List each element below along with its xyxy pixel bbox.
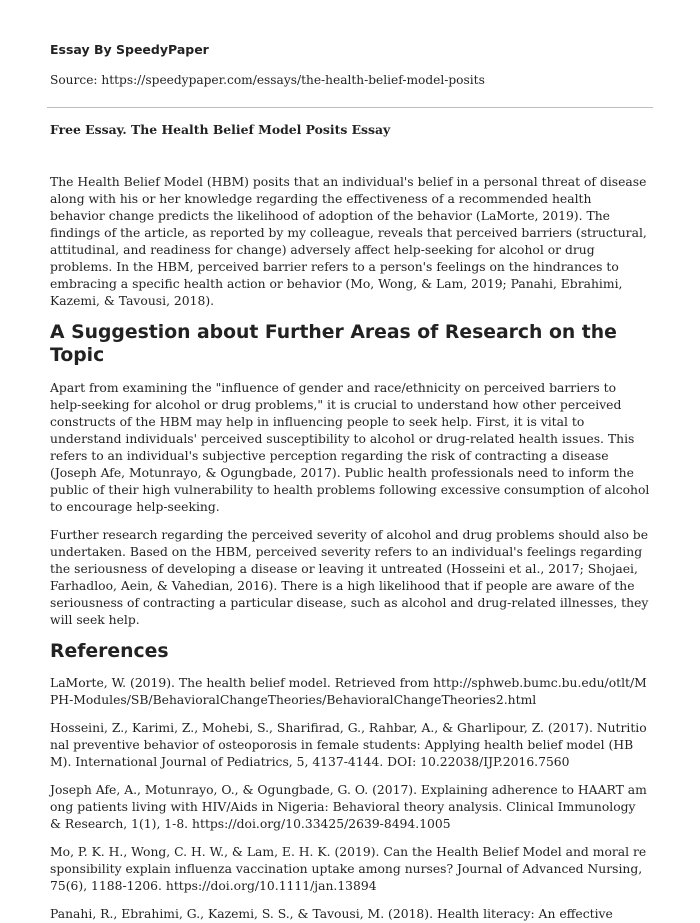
reference-item: Joseph Afe, A., Motunrayo, O., & Ogungbade, G. O. (2017). Explaining adherence to HAART among patients living with HIV/Aids in Nigeria: Behavioral theory analysis. Clinical Immunology & Research, 1(1), 1-8. https://doi.org/10.33425/2639-8494.1005 xyxy=(50,783,647,832)
reference-item: Panahi, R., Ebrahimi, G., Kazemi, S. S., & Tavousi, M. (2018). Health literacy: An effective xyxy=(50,907,613,922)
reference-item: Mo, P. K. H., Wong, C. H. W., & Lam, E. H. K. (2019). Can the Health Belief Model and moral responsibility explain influenza vaccination uptake among nurses? Journal of Advanced Nursing, 75(6), 1188-1206. https://doi.org/10.1111/jan.13894 xyxy=(50,845,647,894)
research-paragraph-2: Further research regarding the perceived severity of alcohol and drug problems should also be undertaken. Based on the HBM, perceived severity refers to an individual's feelings regarding the seriousness of developing a disease or leaving it untreated (Hosseini et al., 2017; Shojaei, Farhadloo, Aein, & Vahedian, 2016). There is a high likelihood that if people are aware of the seriousness of contracting a particular disease, such as alcohol and drug-related illnesses, they will seek help. xyxy=(50,527,649,627)
section-heading-references: References xyxy=(50,640,169,662)
reference-item: LaMorte, W. (2019). The health belief model. Retrieved from http://sphweb.bumc.bu.edu/otlt/MPH-Modules/SB/BehavioralChangeTheories/BehavioralChangeTheories2.html xyxy=(50,676,647,708)
brand-title: Essay By SpeedyPaper xyxy=(50,42,209,57)
header-divider xyxy=(47,107,653,108)
research-paragraph-1: Apart from examining the "influence of gender and race/ethnicity on perceived barriers to help-seeking for alcohol or drug problems," it is crucial to understand how other perceived constructs of the HBM may help in influencing people to seek help. First, it is vital to understand individuals' perceived susceptibility to alcohol or drug-related health issues. This refers to an individual's subjective perception regarding the risk of contracting a disease (Joseph Afe, Motunrayo, & Ogungbade, 2017). Public health professionals need to inform the public of their high vulnerability to health problems following excessive consumption of alcohol to encourage help-seeking. xyxy=(50,380,650,514)
references-list xyxy=(50,675,650,923)
section-heading-research: A Suggestion about Further Areas of Research on the Topic xyxy=(50,321,617,367)
intro-paragraph: The Health Belief Model (HBM) posits that an individual's belief in a personal threat of disease along with his or her knowledge regarding the effectiveness of a recommended health behavior change predicts the likelihood of adoption of the behavior (LaMorte, 2019). The findings of the article, as reported by my colleague, reveals that perceived barriers (structural, attitudinal, and readiness for change) adversely affect help-seeking for alcohol or drug problems. In the HBM, perceived barrier refers to a person's feelings on the hindrances to embracing a specific health action or behavior (Mo, Wong, & Lam, 2019; Panahi, Ebrahimi, Kazemi, & Tavousi, 2018). xyxy=(50,174,647,308)
reference-item: Hosseini, Z., Karimi, Z., Mohebi, S., Sharifirad, G., Rahbar, A., & Gharlipour, Z. (2017). Nutritional preventive behavior of osteoporosis in female students: Applying health belief model (HBM). International Journal of Pediatrics, 5, 4137-4144. DOI: 10.22038/IJP.2016.7560 xyxy=(50,721,647,770)
essay-title: Free Essay. The Health Belief Model Posits Essay xyxy=(50,121,391,137)
source-line: Source: https://speedypaper.com/essays/the-health-belief-model-posits xyxy=(50,73,485,87)
